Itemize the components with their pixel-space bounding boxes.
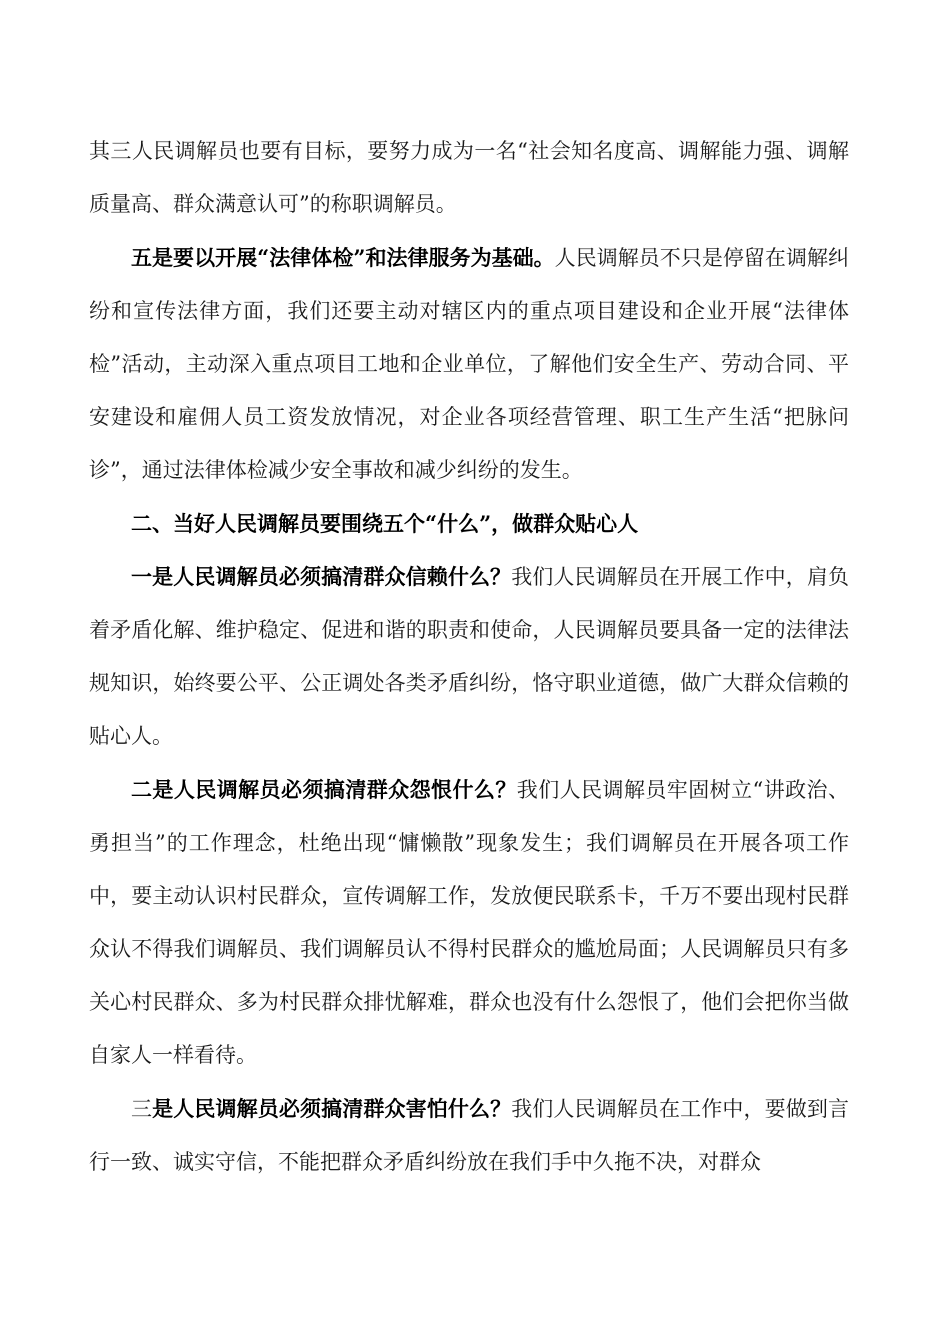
paragraph-lead: 一是人民调解员必须搞清群众信赖什么？ bbox=[131, 564, 512, 589]
paragraph-lead: 是人民调解员必须搞清群众害怕什么？ bbox=[152, 1096, 512, 1121]
paragraph-lead-plain: 三 bbox=[131, 1097, 153, 1121]
paragraph-text: 其三人民调解员也要有目标，要努力成为一名“社会知名度高、调解能力强、调解质量高、群众满意认可”的称职调解员。 bbox=[89, 139, 849, 216]
paragraph-lead: 二是人民调解员必须搞清群众怨恨什么？ bbox=[131, 777, 517, 802]
section-heading: 二、当好人民调解员要围绕五个“什么”，做群众贴心人 bbox=[131, 511, 639, 536]
paragraph-text: 我们人民调解员在工作中，要做到言行一致、诚实守信，不能把群众矛盾纠纷放在我们手中久拖不决，对群众 bbox=[89, 1097, 850, 1174]
document-body bbox=[89, 125, 849, 1189]
paragraph-resentment bbox=[89, 763, 849, 1082]
paragraph-fear bbox=[89, 1082, 849, 1189]
paragraph-trust bbox=[89, 550, 849, 763]
paragraph-continuation bbox=[89, 125, 849, 231]
paragraph-text: 我们人民调解员在开展工作中，肩负着矛盾化解、维护稳定、促进和谐的职责和使命，人民调解员要具备一定的法律法规知识，始终要公平、公正调处各类矛盾纠纷，恪守职业道德，做广大群众信赖的贴心人。 bbox=[89, 565, 850, 748]
paragraph-text: 我们人民调解员牢固树立“讲政治、勇担当”的工作理念，杜绝出现“慵懒散”现象发生；我们调解员在开展各项工作中，要主动认识村民群众，宣传调解工作，发放便民联系卡，千万不要出现村民群众认不得我们调解员、我们调解员认不得村民群众的尴尬局面；人民调解员只有多关心村民群众、多为村民群众排忧解难，群众也没有什么怨恨了，他们会把你当做自家人一样看待。 bbox=[89, 778, 849, 1067]
paragraph-legal-checkup bbox=[89, 231, 849, 497]
paragraph-text: 人民调解员不只是停留在调解纠纷和宣传法律方面，我们还要主动对辖区内的重点项目建设和企业开展“法律体检”活动，主动深入重点项目工地和企业单位，了解他们安全生产、劳动合同、平安建设和雇佣人员工资发放情况，对企业各项经营管理、职工生产生活“把脉问诊”，通过法律体检减少安全事故和减少纠纷的发生。 bbox=[89, 246, 849, 482]
paragraph-lead: 五是要以开展“法律体检”和法律服务为基础。 bbox=[131, 245, 555, 270]
